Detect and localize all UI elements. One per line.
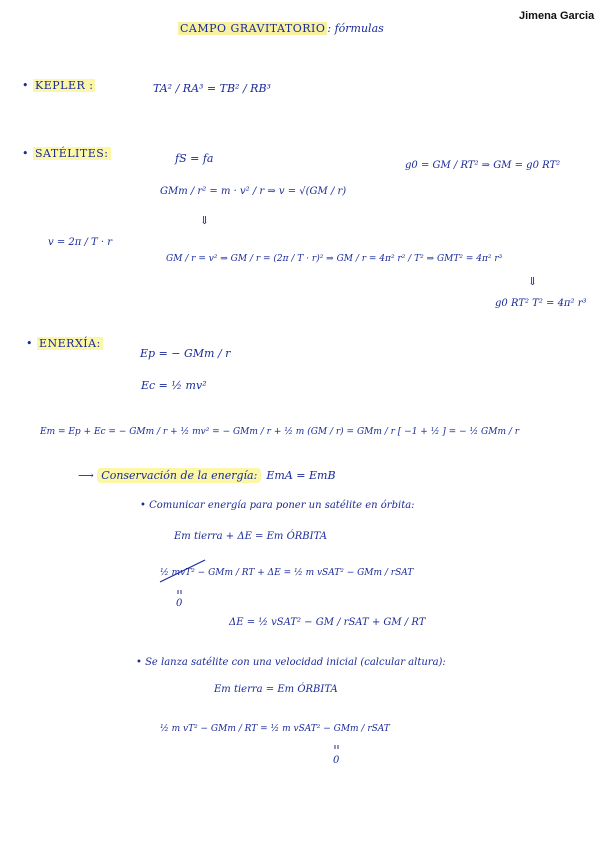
energia-ec: Ec = ½ mv² — [141, 379, 207, 392]
sat-side-left: v = 2π / T · r — [48, 237, 113, 248]
bullet-dot: • — [22, 147, 33, 160]
energia-ep: Ep = − GMm / r — [140, 347, 231, 360]
sat-arrow-down-2: ⇓ — [528, 275, 538, 288]
sat-line2: GMm / r² = m · v² / r ⇒ v = √(GM / r) — [160, 186, 347, 197]
sat-arrow-down: ⇓ — [200, 214, 210, 227]
author-name: Jimena Garcia — [519, 10, 595, 22]
satelites-heading-text: SATÉLITES: — [35, 147, 109, 160]
right-arrow-icon: ⟶ — [78, 469, 98, 482]
launch-eq2: ½ m vT² − GMm / RT = ½ m vSAT² − GMm / rSAT — [160, 724, 390, 734]
energia-heading-text: ENERXÍA: — [39, 337, 101, 350]
sat-line4: g0 RT² T² = 4π² r³ — [495, 298, 587, 309]
sat-line1: fS = fa — [175, 152, 214, 165]
kepler-formula: TA² / RA³ = TB² / RB³ — [153, 82, 271, 95]
bullet-dot: • — [22, 79, 33, 92]
energia-em: Em = Ep + Ec = − GMm / r + ½ mv² = − GMm / r + ½ m (GM / r) = GMm / r [ −1 + ½ ] = − ½ GMm / r — [40, 427, 520, 437]
sat-side-right: g0 = GM / RT² ⇒ GM = g0 RT² — [405, 160, 561, 171]
conservation-eq: EmA = EmB — [266, 469, 336, 482]
kepler-heading-text: KEPLER : — [35, 79, 94, 92]
bullet-orbit: • Comunicar energía para poner un satélite en órbita: — [140, 500, 415, 511]
orbit-eq3: ΔE = ½ vSAT² − GM / rSAT + GM / RT — [229, 617, 426, 628]
orbit-eq1: Em tierra + ΔE = Em ÓRBITA — [174, 531, 327, 542]
sat-line3: GM / r = v² ⇒ GM / r = (2π / T · r)² ⇒ GM / r = 4π² r² / T² ⇒ GMT² = 4π² r³ — [166, 254, 503, 264]
title-highlight: CAMPO GRAVITATORIO — [180, 22, 326, 35]
orbit-zero: 0 — [176, 598, 183, 609]
launch-zero: 0 — [333, 755, 340, 766]
title-rest: : fórmulas — [327, 22, 384, 35]
bullet-dot: • — [26, 337, 37, 350]
conservation-label: Conservación de la energía: — [97, 468, 261, 483]
orbit-eq2: ½ mvT² − GMm / RT + ΔE = ½ m vSAT² − GMm / rSAT — [160, 568, 414, 578]
launch-eq1: Em tierra = Em ÓRBITA — [214, 684, 338, 695]
bullet-launch: • Se lanza satélite con una velocidad inicial (calcular altura): — [136, 657, 446, 668]
